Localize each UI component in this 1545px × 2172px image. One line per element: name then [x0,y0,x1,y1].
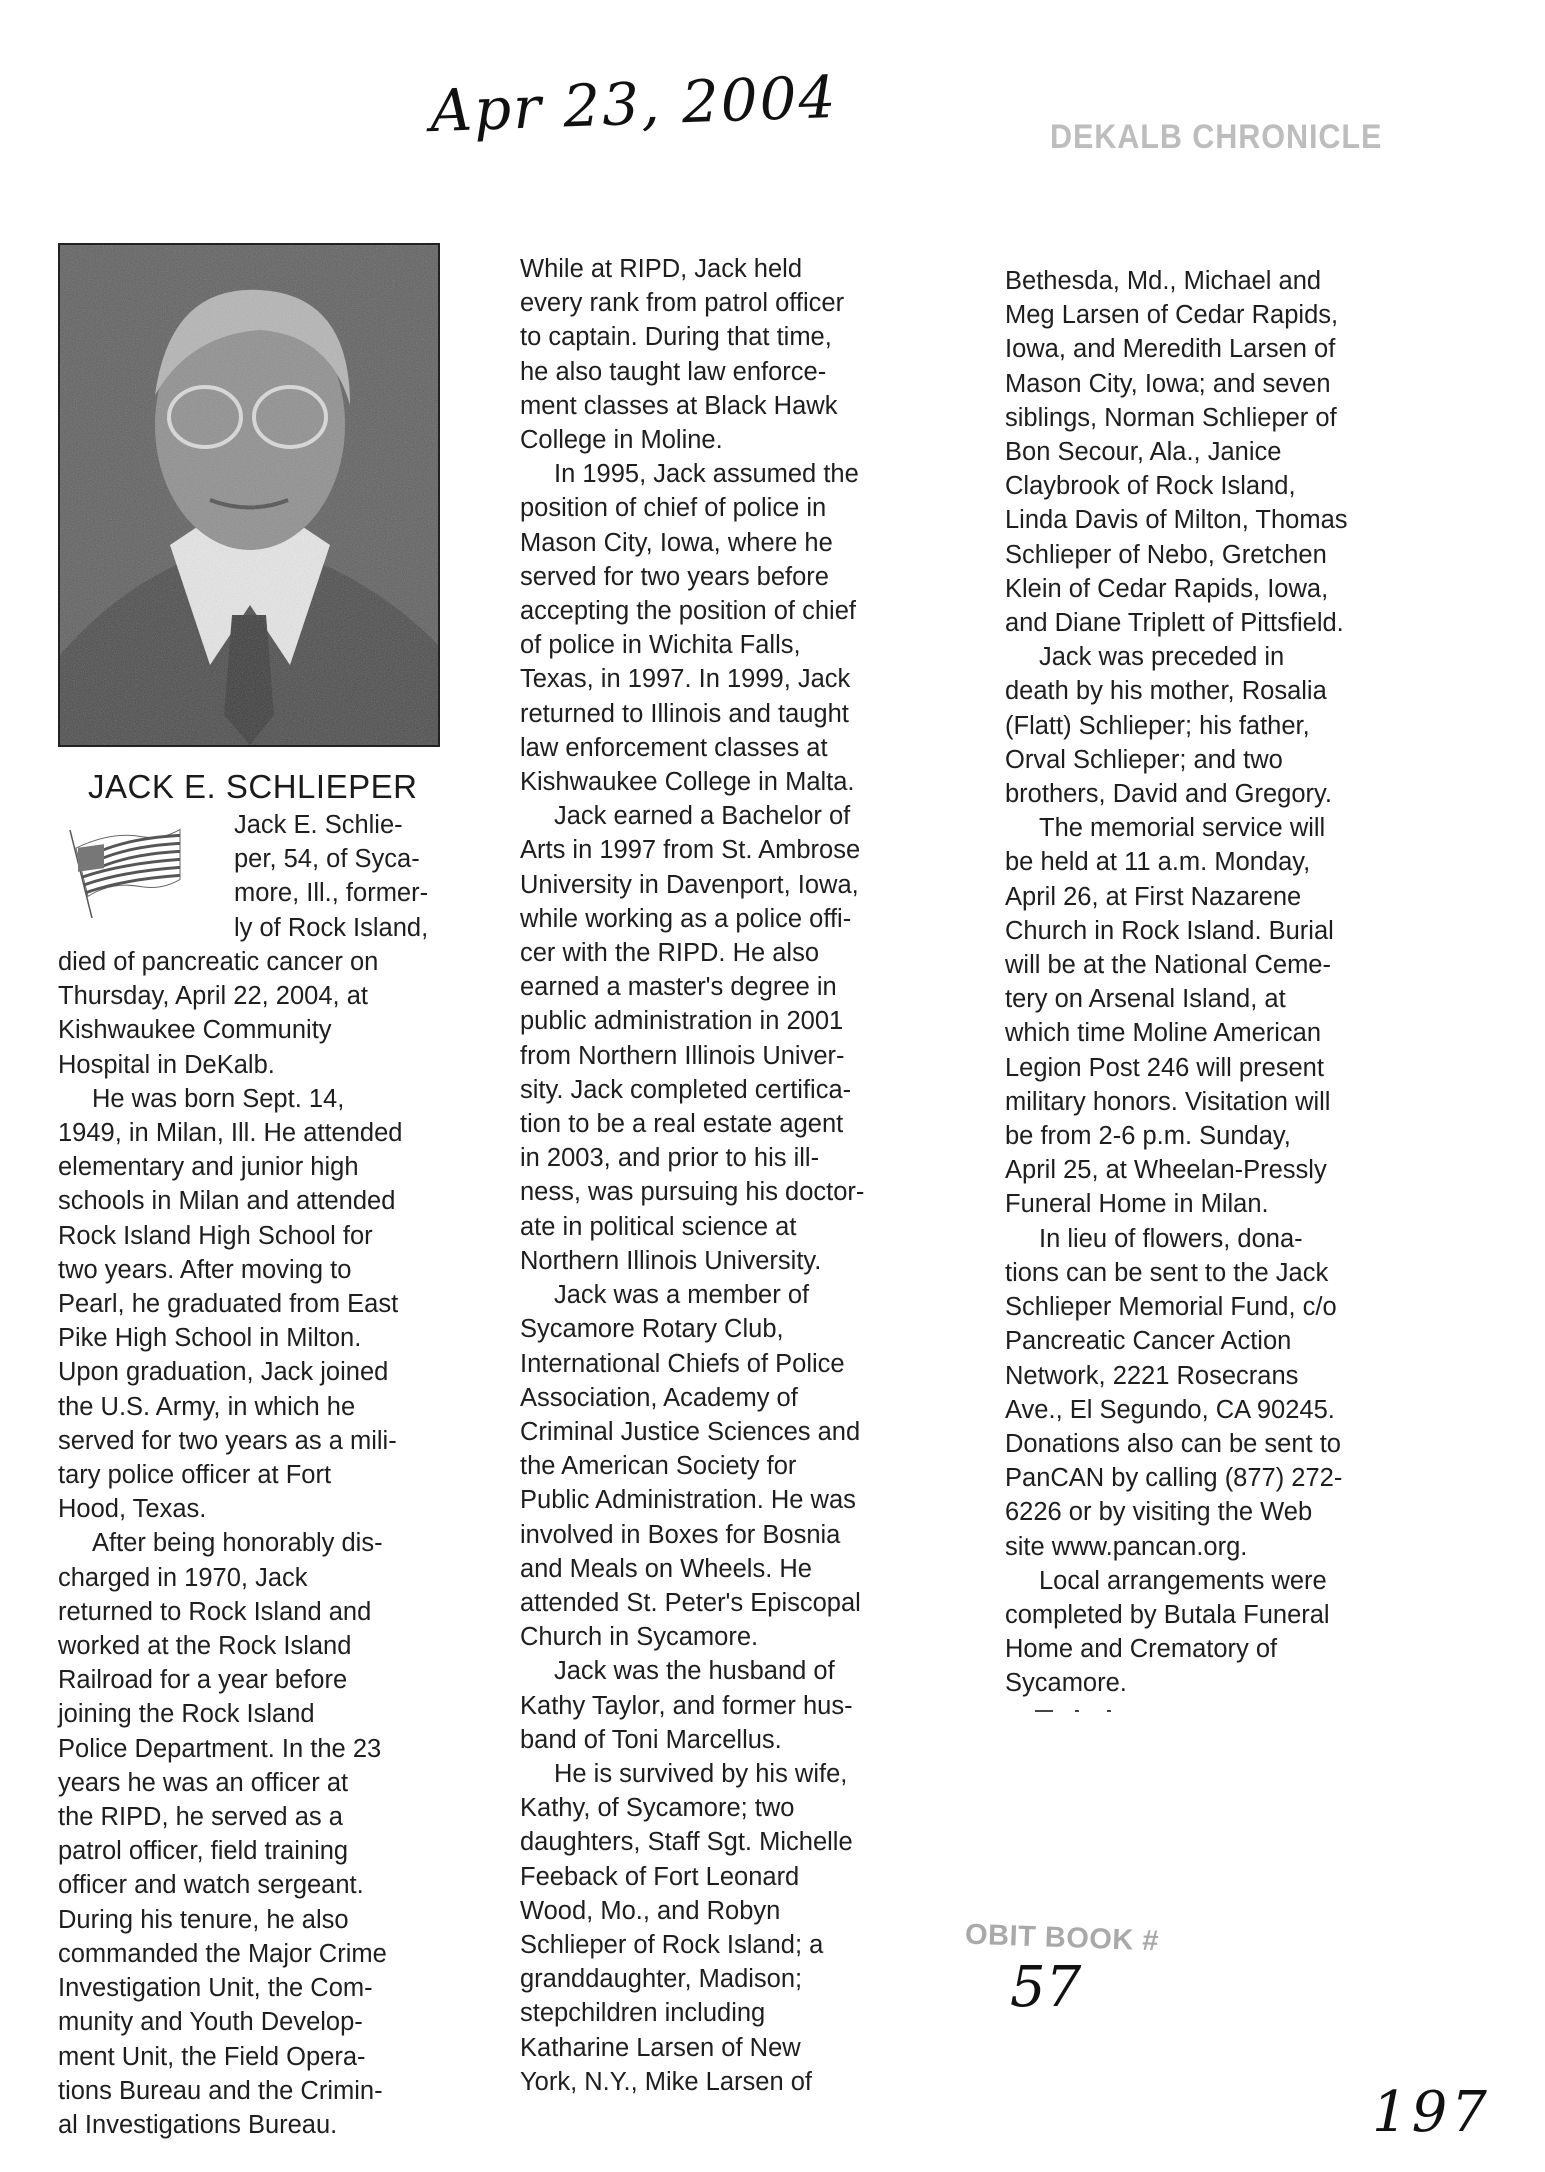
text-line: 6226 or by visiting the Web [1005,1498,1313,1527]
text-line: Criminal Justice Sciences and [520,1417,861,1446]
text-line: tery on Arsenal Island, at [1005,985,1286,1014]
text-line: attended St. Peter's Episcopal [520,1588,861,1617]
text-line: Orval Schlieper; and two [1005,745,1283,774]
text-line: Rock Island High School for [58,1221,373,1250]
text-line: Church in Rock Island. Burial [1005,916,1334,945]
text-line: munity and Youth Develop- [58,2008,363,2037]
text-line: Meg Larsen of Cedar Rapids, [1005,301,1339,330]
text-line: He is survived by his wife, [554,1759,848,1788]
text-line: tary police officer at Fort [58,1461,332,1490]
text-line: patrol officer, field training [58,1837,349,1866]
text-line: Upon graduation, Jack joined [58,1358,389,1387]
text-line: tions can be sent to the Jack [1005,1258,1329,1287]
column-2 [520,252,864,2099]
text-line: died of pancreatic cancer on [58,948,379,976]
text-line: band of Toni Marcellus. [520,1725,782,1754]
text-line: from Northern Illinois Univer- [520,1041,845,1070]
text-line: Mason City, Iowa, where he [520,528,833,557]
text-line: which time Moline American [1005,1019,1322,1048]
text-line: public administration in 2001 [520,1007,844,1036]
text-line: Hood, Texas. [58,1495,207,1524]
text-line: Local arrangements were [1039,1566,1327,1595]
text-line: returned to Illinois and taught [520,699,849,728]
text-line: Funeral Home in Milan. [1005,1190,1269,1219]
text-line: law enforcement classes at [520,733,828,762]
text-line: Kishwaukee College in Malta. [520,768,855,797]
text-line: death by his mother, Rosalia [1005,677,1327,706]
text-line: Railroad for a year before [58,1666,348,1695]
text-line: Katharine Larsen of New [520,2033,801,2062]
text-line: stepchildren including [520,1999,766,2028]
text-line: Thursday, April 22, 2004, at [58,982,368,1011]
text-line: Mason City, Iowa; and seven [1005,369,1331,398]
text-line: years he was an officer at [58,1768,349,1797]
text-line: During his tenure, he also [58,1905,349,1934]
text-line: Pancreatic Cancer Action [1005,1327,1292,1356]
text-line: position of chief of police in [520,494,827,523]
text-line: York, N.Y., Mike Larsen of [520,2067,812,2096]
text-line: to captain. During that time, [520,323,832,352]
obit-book-stamp: OBIT BOOK # [964,1918,1160,1958]
text-line: tions Bureau and the Crimin- [58,2076,383,2105]
text-line: Kathy, of Sycamore; two [520,1794,795,1823]
text-line: Bon Secour, Ala., Janice [1005,438,1282,467]
text-line: earned a master's degree in [520,973,837,1002]
text-line: be held at 11 a.m. Monday, [1005,848,1311,877]
text-line: Sycamore. [1005,1669,1127,1698]
text-line: of police in Wichita Falls, [520,631,801,660]
american-flag-icon [62,820,187,920]
text-line: Schlieper of Nebo, Gretchen [1005,540,1327,569]
text-line: Hospital in DeKalb. [58,1050,275,1079]
text-line: University in Davenport, Iowa, [520,870,859,899]
text-line: be from 2-6 p.m. Sunday, [1005,1122,1291,1151]
text-line: Linda Davis of Milton, Thomas [1005,506,1348,535]
text-line: ate in political science at [520,1212,797,1241]
text-line: Police Department. In the 23 [58,1734,382,1763]
text-line: Pearl, he graduated from East [58,1290,399,1319]
text-line: daughters, Staff Sgt. Michelle [520,1828,853,1857]
page-number: 197 [1372,2080,1491,2145]
text-line: Network, 2221 Rosecrans [1005,1361,1299,1390]
text-line: Jack was a member of [554,1281,810,1310]
text-line: Texas, in 1997. In 1999, Jack [520,665,851,694]
text-line: (Flatt) Schlieper; his father, [1005,711,1310,740]
text-line: more, Ill., former- [234,879,429,908]
text-line: schools in Milan and attended [58,1187,396,1216]
text-line: Jack earned a Bachelor of [554,802,851,831]
text-line: Home and Crematory of [1005,1635,1278,1664]
text-line: Jack was preceded in [1039,643,1285,672]
text-line: granddaughter, Madison; [520,1965,803,1994]
text-line: he also taught law enforce- [520,357,827,386]
text-line: while working as a police offi- [520,904,852,933]
handwritten-date: Apr 23, 2004 [428,62,839,146]
text-line: in 2003, and prior to his ill- [520,1144,820,1173]
text-line: charged in 1970, Jack [58,1563,308,1592]
text-line: PanCAN by calling (877) 272- [1005,1464,1343,1493]
lead-paragraph-wrap [234,808,428,945]
text-line: Sycamore Rotary Club, [520,1315,784,1344]
text-line: Bethesda, Md., Michael and [1005,267,1322,295]
text-line: Iowa, and Meredith Larsen of [1005,335,1336,364]
text-line: Pike High School in Milton. [58,1324,362,1353]
text-line: April 26, at First Nazarene [1005,882,1302,911]
text-line: served for two years as a mili- [58,1426,397,1455]
text-line: officer and watch sergeant. [58,1871,364,1900]
text-line: ness, was pursuing his doctor- [520,1178,865,1207]
text-line: al Investigations Bureau. [58,2110,338,2139]
text-line: Church in Sycamore. [520,1623,759,1652]
text-line: Feeback of Fort Leonard [520,1862,800,1891]
text-line: ment Unit, the Field Opera- [58,2042,366,2071]
text-line: Claybrook of Rock Island, [1005,472,1296,501]
text-line: Investigation Unit, the Com- [58,1974,373,2003]
text-line: completed by Butala Funeral [1005,1600,1330,1629]
column-3 [1005,264,1348,1701]
text-line: Wood, Mo., and Robyn [520,1896,781,1925]
text-line: per, 54, of Syca- [234,845,420,874]
text-line: Schlieper of Rock Island; a [520,1930,824,1959]
text-line: Kishwaukee Community [58,1016,332,1045]
text-line: accepting the position of chief [520,597,856,626]
text-line: ment classes at Black Hawk [520,391,838,420]
text-line: Donations also can be sent to [1005,1429,1341,1458]
text-line: Ave., El Segundo, CA 90245. [1005,1395,1335,1424]
text-line: After being honorably dis- [92,1529,383,1558]
text-line: Schlieper Memorial Fund, c/o [1005,1293,1337,1322]
text-line: two years. After moving to [58,1255,352,1284]
text-line: The memorial service will [1039,814,1326,843]
text-line: siblings, Norman Schlieper of [1005,403,1337,432]
text-line: Kathy Taylor, and former hus- [520,1691,853,1720]
text-line: Legion Post 246 will present [1005,1053,1324,1082]
text-line: Public Administration. He was [520,1486,856,1515]
text-line: and Meals on Wheels. He [520,1554,812,1583]
text-line: commanded the Major Crime [58,1939,387,1968]
text-line: served for two years before [520,562,829,591]
text-line: returned to Rock Island and [58,1597,372,1626]
text-line: While at RIPD, Jack held [520,255,803,283]
text-line: joining the Rock Island [58,1700,315,1729]
text-line: Northern Illinois University. [520,1246,822,1275]
text-line: brothers, David and Gregory. [1005,780,1332,809]
column-1 [58,945,402,2142]
text-line: Jack was the husband of [554,1657,835,1686]
text-line: and Diane Triplett of Pittsfield. [1005,609,1344,638]
text-line: elementary and junior high [58,1153,359,1182]
text-line: tion to be a real estate agent [520,1110,844,1139]
text-line: 1949, in Milan, Ill. He attended [58,1119,403,1148]
text-line: Arts in 1997 from St. Ambrose [520,836,861,865]
source-stamp: DEKALB CHRONICLE [1050,118,1383,156]
text-line: the U.S. Army, in which he [58,1392,356,1421]
text-line: military honors. Visitation will [1005,1087,1331,1116]
cutoff-text-fragment [1015,1710,1115,1716]
text-line: ly of Rock Island, [234,913,429,942]
text-line: Association, Academy of [520,1383,798,1412]
text-line: sity. Jack completed certifica- [520,1075,852,1104]
text-line: the American Society for [520,1452,797,1481]
obit-book-number: 57 [1010,1955,1082,2020]
obituary-headline: JACK E. SCHLIEPER [88,768,418,805]
text-line: College in Moline. [520,426,723,455]
text-line: In lieu of flowers, dona- [1039,1224,1303,1253]
text-line: the RIPD, he served as a [58,1803,343,1832]
text-line: Klein of Cedar Rapids, Iowa, [1005,574,1329,603]
text-line: involved in Boxes for Bosnia [520,1520,841,1549]
text-line: every rank from patrol officer [520,289,845,318]
portrait-photo [58,243,440,747]
text-line: Jack E. Schlie- [234,811,403,839]
text-line: site www.pancan.org. [1005,1532,1248,1561]
text-line: will be at the National Ceme- [1005,951,1331,980]
text-line: In 1995, Jack assumed the [554,460,859,489]
text-line: cer with the RIPD. He also [520,939,820,968]
text-line: worked at the Rock Island [58,1632,352,1661]
text-line: International Chiefs of Police [520,1349,845,1378]
text-line: He was born Sept. 14, [92,1084,345,1113]
text-line: April 25, at Wheelan-Pressly [1005,1156,1327,1185]
